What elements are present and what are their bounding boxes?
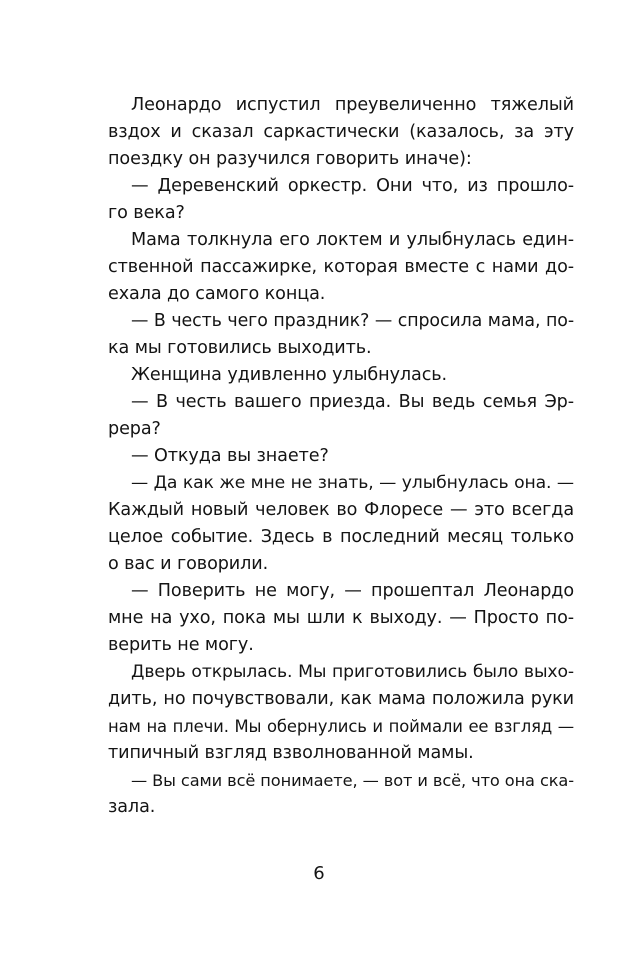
text-line: типичный взгляд взволнованной мамы. [108, 743, 474, 763]
text-line: о вас и говорили. [108, 554, 269, 574]
text-line: — Вы сами всё понимаете, — вот и всё, что она ска- [131, 771, 574, 790]
text-line: — В честь чего праздник? — спросила мама, по- [131, 311, 574, 331]
text-line: рера? [108, 419, 161, 439]
text-line: — Откуда вы знаете? [131, 446, 329, 466]
text-line: ехала до самого конца. [108, 284, 326, 304]
text-line: поездку он разучился говорить иначе): [108, 149, 472, 169]
text-line: ка мы готовились выходить. [108, 338, 372, 358]
text-line: — В честь вашего приезда. Вы ведь семья Эр- [131, 392, 574, 412]
text-line: Леонардо испустил преувеличенно тяжелый [131, 95, 574, 115]
page-number: 6 [313, 863, 325, 884]
page-body-text [108, 92, 574, 821]
text-line: зала. [108, 797, 156, 817]
text-line: мне на ухо, пока мы шли к выходу. — Просто по- [108, 608, 574, 628]
text-line: целое событие. Здесь в последний месяц только [108, 527, 574, 547]
text-line: нам на плечи. Мы обернулись и поймали ее взгляд — [108, 717, 574, 736]
text-line: дить, но почувствовали, как мама положила руки [108, 689, 574, 709]
text-line: — Деревенский оркестр. Они что, из прошло- [131, 176, 574, 196]
text-line: Женщина удивленно улыбнулась. [131, 365, 448, 385]
text-line: Каждый новый человек во Флоресе — это всегда [108, 500, 574, 520]
text-line: — Поверить не могу, — прошептал Леонардо [131, 581, 574, 601]
text-line: вздох и сказал саркастически (казалось, за эту [108, 122, 574, 142]
text-line: Мама толкнула его локтем и улыбнулась един- [131, 230, 574, 250]
text-line: — Да как же мне не знать, — улыбнулась она. — [131, 473, 574, 493]
text-line: верить не могу. [108, 635, 254, 655]
text-line: го века? [108, 203, 185, 223]
text-line: Дверь открылась. Мы приготовились было выхо- [131, 662, 574, 682]
text-line: ственной пассажирке, которая вместе с нами до- [108, 257, 574, 277]
